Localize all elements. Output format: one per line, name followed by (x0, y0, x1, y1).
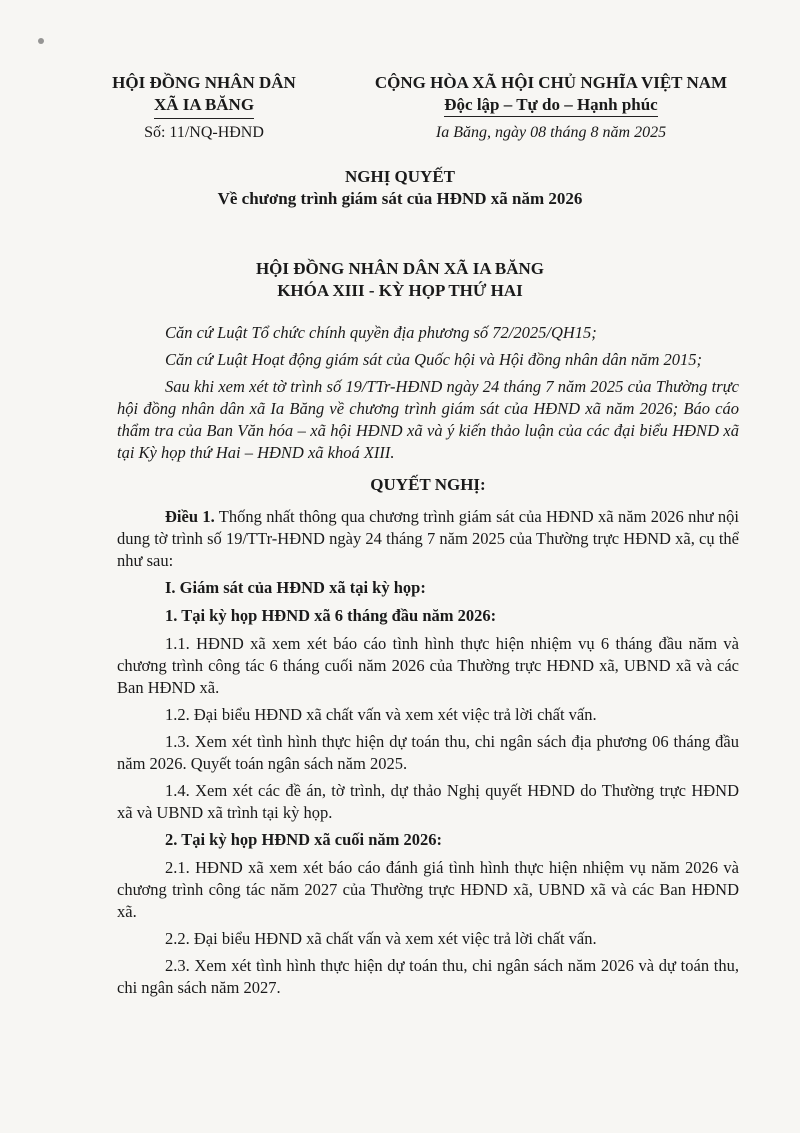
national-motto: Độc lập – Tự do – Hạnh phúc (444, 94, 657, 117)
council-heading (100, 258, 700, 302)
authority-line-2: XÃ IA BĂNG (154, 94, 254, 119)
issuing-authority (104, 72, 304, 119)
list-item: 1.2. Đại biểu HĐND xã chất vấn và xem xét việc trả lời chất vấn. (165, 705, 597, 724)
section-heading: I. Giám sát của HĐND xã tại kỳ họp: (165, 578, 426, 597)
preamble-item: Căn cứ Luật Hoạt động giám sát của Quốc hội và Hội đồng nhân dân năm 2015; (165, 350, 702, 369)
document-body (117, 322, 739, 1004)
list-item: 1.4. Xem xét các đề án, tờ trình, dự thảo Nghị quyết HĐND do Thường trực HĐND xã và UBND xã trình tại kỳ họp. (117, 781, 739, 822)
resolve-heading: QUYẾT NGHỊ: (370, 475, 486, 494)
place-and-date: Ia Băng, ngày 08 tháng 8 năm 2025 (435, 124, 667, 141)
council-name: HỘI ĐỒNG NHÂN DÂN XÃ IA BĂNG (255, 259, 545, 278)
article-1-text: Thống nhất thông qua chương trình giám sát của HĐND xã năm 2026 như nội dung tờ trình số 19/TTr-HĐND ngày 24 tháng 7 năm 2025 của Thường trực HĐND xã, cụ thể như sau: (117, 507, 740, 570)
list-item: 1.3. Xem xét tình hình thực hiện dự toán thu, chi ngân sách địa phương 06 tháng đầu năm 2026. Quyết toán ngân sách năm 2025. (117, 732, 739, 773)
document-number: Số: 11/NQ-HĐND (144, 124, 264, 141)
scan-speck (38, 38, 44, 44)
list-item: 1.1. HĐND xã xem xét báo cáo tình hình thực hiện nhiệm vụ 6 tháng đầu năm và chương trình công tác 6 tháng cuối năm 2026 của Thường trực HĐND xã, UBND xã và các Ban HĐND xã. (117, 634, 739, 697)
article-1-label: Điều 1. (165, 507, 215, 526)
national-header (356, 72, 746, 117)
nation-name: CỘNG HÒA XÃ HỘI CHỦ NGHĨA VIỆT NAM (374, 73, 728, 92)
document-subject: Về chương trình giám sát của HĐND xã năm 2026 (217, 189, 583, 208)
authority-line-1: HỘI ĐỒNG NHÂN DÂN (112, 73, 296, 92)
document-type: NGHỊ QUYẾT (344, 167, 456, 186)
preamble-item: Sau khi xem xét tờ trình số 19/TTr-HĐND ngày 24 tháng 7 năm 2025 của Thường trực hội đồng nhân dân xã Ia Băng về chương trình giám sát của HĐND xã năm 2026; Báo cáo thẩm tra của Ban Văn hóa – xã hội HĐND xã và ý kiến thảo luận của các đại biểu HĐND xã tại Kỳ họp thứ Hai – HĐND xã khoá XIII. (117, 377, 739, 462)
list-item: 2.1. HĐND xã xem xét báo cáo đánh giá tình hình thực hiện nhiệm vụ năm 2026 và chương trình công tác năm 2027 của Thường trực HĐND xã, UBND xã và các Ban HĐND xã. (117, 858, 739, 921)
council-session: KHÓA XIII - KỲ HỌP THỨ HAI (277, 281, 523, 300)
list-item: 2.3. Xem xét tình hình thực hiện dự toán thu, chi ngân sách năm 2026 và dự toán thu, chi ngân sách năm 2027. (117, 956, 739, 997)
document-title (100, 166, 700, 210)
article-1 (117, 506, 739, 572)
list-item: 2.2. Đại biểu HĐND xã chất vấn và xem xét việc trả lời chất vấn. (165, 929, 597, 948)
subsection-heading: 2. Tại kỳ họp HĐND xã cuối năm 2026: (165, 830, 443, 849)
subsection-heading: 1. Tại kỳ họp HĐND xã 6 tháng đầu năm 2026: (165, 606, 497, 625)
preamble-item: Căn cứ Luật Tổ chức chính quyền địa phương số 72/2025/QH15; (165, 323, 597, 342)
